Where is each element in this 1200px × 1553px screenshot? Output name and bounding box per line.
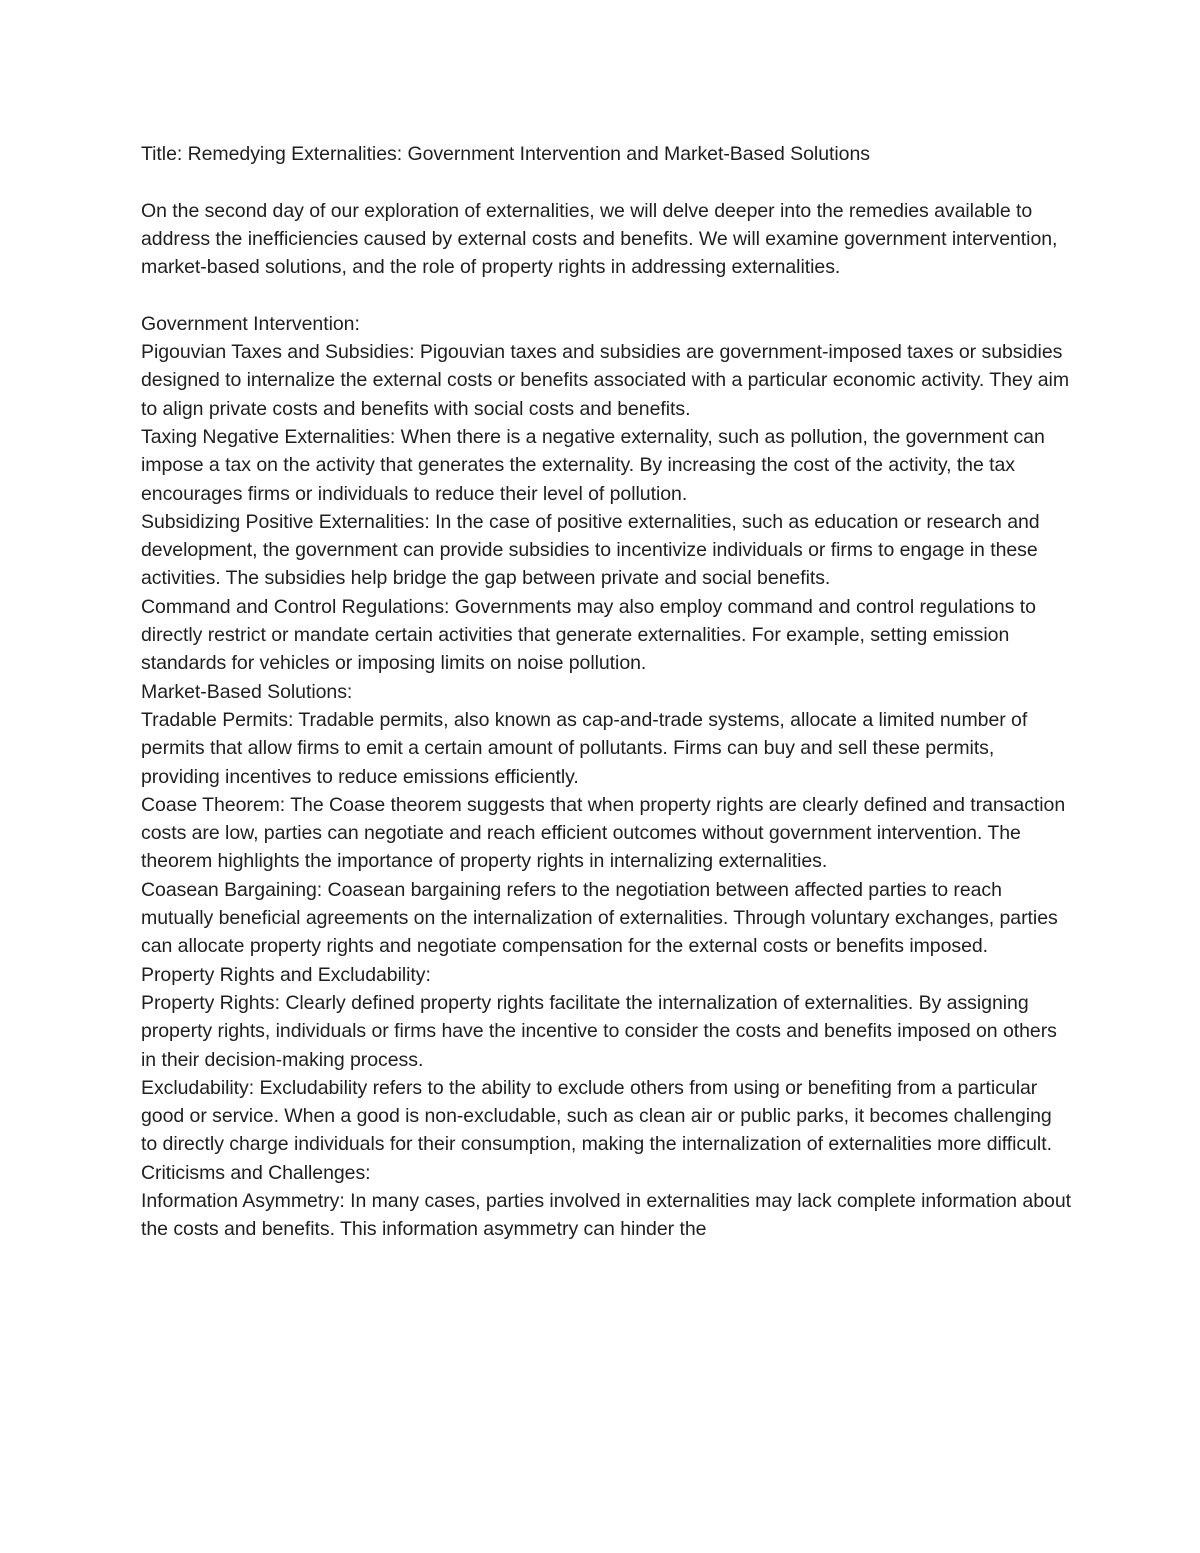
section-heading-criticisms: Criticisms and Challenges: bbox=[141, 1161, 371, 1184]
document-title: Title: Remedying Externalities: Government Intervention and Market-Based Solutions bbox=[141, 143, 870, 165]
intro-paragraph: On the second day of our exploration of externalities, we will delve deeper into the remedies available to address the inefficiencies caused by external costs and benefits. We will examine government intervention, market-based solutions, and the role of property rights in addressing externalities. bbox=[141, 199, 1058, 279]
paragraph-excludability: Excludability: Excludability refers to the ability to exclude others from using or benefiting from a particular good or service. When a good is non-excludable, such as clean air or public parks, it becomes challenging to directly charge individuals for their consumption, making the internalization of externalities more difficult. bbox=[141, 1076, 1052, 1156]
paragraph-pigouvian-taxes: Pigouvian Taxes and Subsidies: Pigouvian taxes and subsidies are government-imposed taxes or subsidies designed to internalize the external costs or benefits associated with a particular economic activity. They aim to align private costs and benefits with social costs and benefits. bbox=[141, 341, 1070, 420]
paragraph-property-rights: Property Rights: Clearly defined property rights facilitate the internalization of externalities. By assigning property rights, individuals or firms have the incentive to consider the costs and benefits imposed on others in their decision-making process. bbox=[141, 991, 1057, 1071]
section-heading-property-rights: Property Rights and Excludability: bbox=[141, 963, 431, 986]
paragraph-information-asymmetry: Information Asymmetry: In many cases, parties involved in externalities may lack complete information about the costs and benefits. This information asymmetry can hinder the bbox=[141, 1189, 1071, 1241]
paragraph-taxing-negative-externalities: Taxing Negative Externalities: When there is a negative externality, such as pollution, the government can impose a tax on the activity that generates the externality. By increasing the cost of the activity, the tax encourages firms or individuals to reduce their level of pollution. bbox=[141, 425, 1045, 505]
section-heading-government-intervention: Government Intervention: bbox=[141, 312, 360, 335]
section-heading-market-based-solutions: Market-Based Solutions: bbox=[141, 680, 353, 703]
document-body bbox=[141, 140, 1071, 1244]
paragraph-command-and-control: Command and Control Regulations: Governments may also employ command and control regulations to directly restrict or mandate certain activities that generate externalities. For example, setting emission standards for vehicles or imposing limits on noise pollution. bbox=[141, 595, 1036, 675]
paragraph-subsidizing-positive-externalities: Subsidizing Positive Externalities: In the case of positive externalities, such as education or research and development, the government can provide subsidies to incentivize individuals or firms to engage in these activities. The subsidies help bridge the gap between private and social benefits. bbox=[141, 510, 1040, 590]
paragraph-coasean-bargaining: Coasean Bargaining: Coasean bargaining refers to the negotiation between affected parties to reach mutually beneficial agreements on the internalization of externalities. Through voluntary exchanges, parties can allocate property rights and negotiate compensation for the external costs or benefits imposed. bbox=[141, 878, 1058, 958]
paragraph-tradable-permits: Tradable Permits: Tradable permits, also known as cap-and-trade systems, allocate a limited number of permits that allow firms to emit a certain amount of pollutants. Firms can buy and sell these permits, providing incentives to reduce emissions efficiently. bbox=[141, 708, 1028, 788]
paragraph-coase-theorem: Coase Theorem: The Coase theorem suggests that when property rights are clearly defined and transaction costs are low, parties can negotiate and reach efficient outcomes without government intervention. The theorem highlights the importance of property rights in internalizing externalities. bbox=[141, 793, 1066, 873]
